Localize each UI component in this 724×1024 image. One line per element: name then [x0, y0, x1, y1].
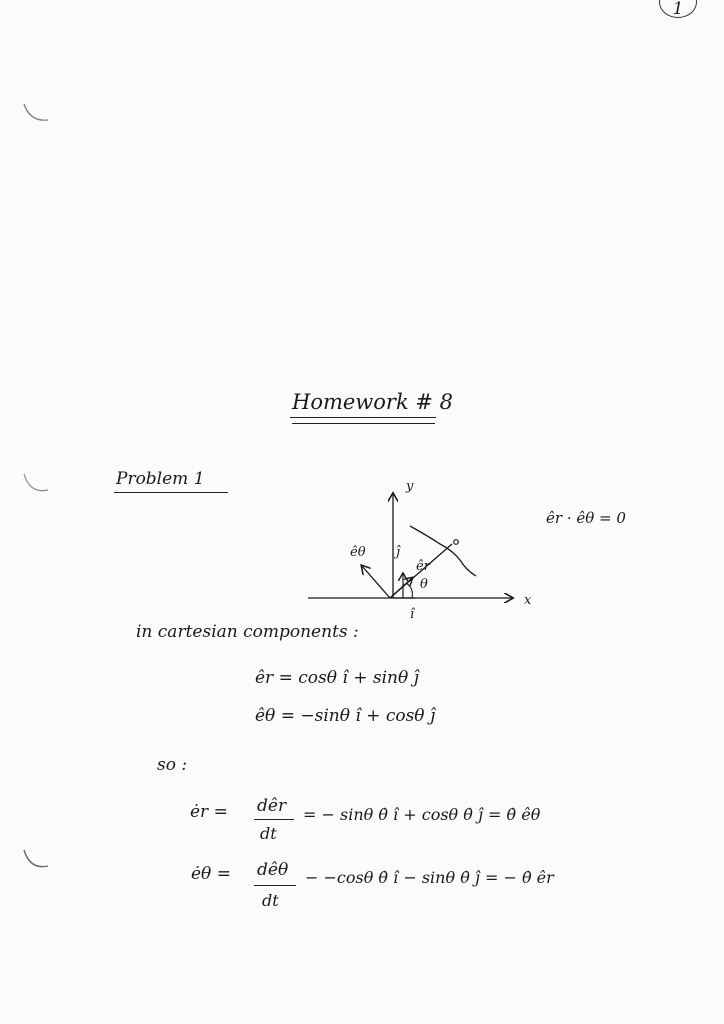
deriv-etheta-fraction-bar [254, 885, 296, 886]
deriv-etheta-denominator: dt [262, 891, 279, 910]
theta-label: θ [420, 577, 428, 592]
title-underline-double [292, 423, 435, 424]
equation-e-theta: êθ = −sinθ î + cosθ ĵ [255, 706, 436, 726]
deriv-er-denominator: dt [260, 824, 277, 843]
e-theta-arrow [362, 566, 390, 598]
i-label: î [410, 607, 415, 620]
dot-product-relation: êr · êθ = 0 [546, 509, 626, 527]
punch-hole-mark-bottom [20, 846, 60, 886]
so-label: so : [157, 755, 188, 775]
page-number: 1 [659, 0, 697, 18]
problem-label: Problem 1 [116, 469, 205, 489]
homework-title: Homework # 8 [292, 390, 453, 414]
equation-e-r: êr = cosθ î + sinθ ĵ [255, 668, 419, 688]
title-underline [290, 417, 436, 418]
deriv-er-numerator: dêr [257, 796, 287, 816]
e-r-label: êr [416, 559, 430, 574]
punch-hole-mark-top [20, 100, 60, 140]
y-axis-label: y [406, 479, 414, 494]
deriv-er-fraction-bar [254, 819, 294, 820]
polar-unit-vector-diagram [300, 470, 550, 620]
e-theta-label: êθ [350, 545, 366, 560]
particle-point [454, 540, 459, 545]
theta-arc [406, 583, 412, 598]
deriv-etheta-numerator: dêθ [257, 860, 289, 880]
deriv-er-lhs: ėr = [190, 802, 228, 822]
intro-text: in cartesian components : [136, 622, 359, 642]
problem-underline [114, 492, 228, 493]
deriv-er-rhs: = − sinθ θ̇ î + cosθ θ̇ ĵ = θ̇ êθ [303, 805, 541, 824]
j-label: ĵ [396, 545, 401, 560]
deriv-etheta-rhs: − −cosθ θ̇ î − sinθ θ̇ ĵ = − θ̇ êr [305, 868, 554, 887]
punch-hole-mark-middle [20, 470, 60, 510]
x-axis-label: x [524, 593, 532, 608]
deriv-etheta-lhs: ėθ = [191, 864, 231, 884]
